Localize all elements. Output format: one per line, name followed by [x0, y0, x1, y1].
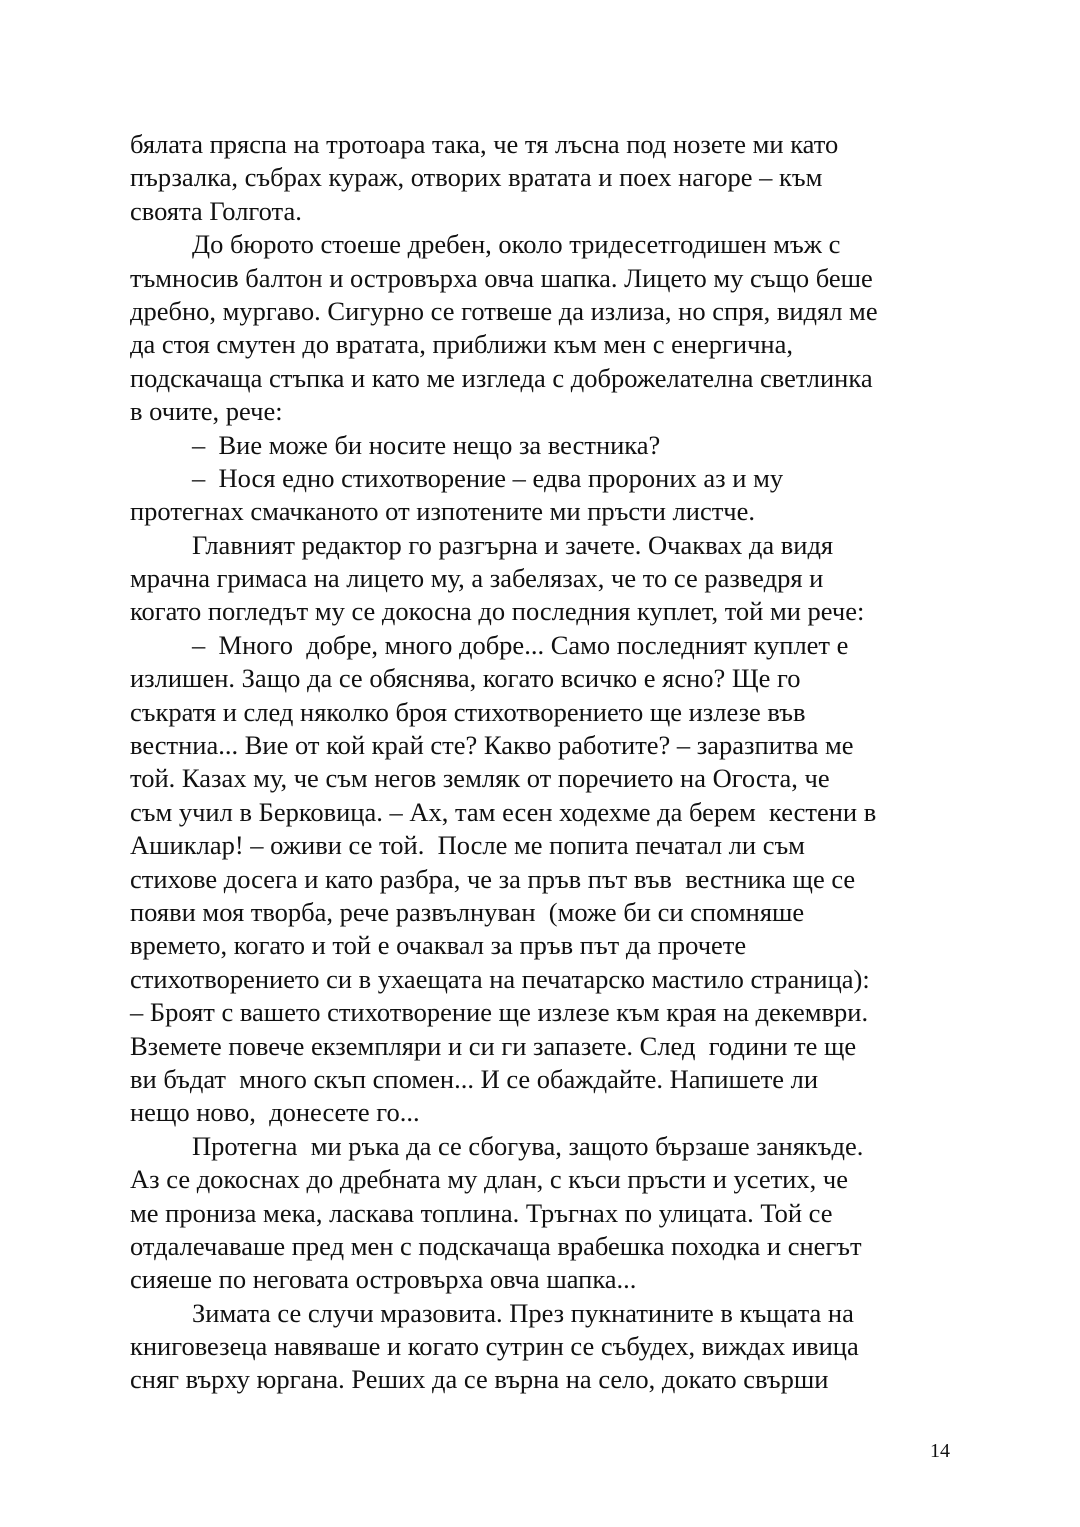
- text-line: Ашиклар! – оживи се той. После ме попита печатал ли съм: [130, 830, 805, 861]
- text-line: излишен. Защо да се обяснява, когато всичко е ясно? Ще го: [130, 663, 801, 694]
- text-line: Зимата се случи мразовита. През пукнатините в къщата на: [192, 1297, 854, 1328]
- text-line: да стоя смутен до вратата, приближи към мен с енергична,: [130, 329, 794, 360]
- text-line: стихове досега и като разбра, че за пръв път във вестника ще се: [130, 863, 856, 894]
- text-line: времето, когато и той е очаквал за пръв път да прочете: [130, 930, 747, 961]
- text-line: стихотворението си в ухаещата на печатарско мастило страница):: [130, 963, 870, 994]
- text-line: книговезеца навяваше и когато сутрин се събудех, виждах ивица: [130, 1331, 859, 1362]
- text-line: – Нося едно стихотворение – едва пророних аз и му: [192, 462, 784, 493]
- text-line: пързалка, събрах кураж, отворих вратата и поех нагоре – към: [130, 162, 823, 193]
- page-body: [130, 128, 960, 1397]
- text-line: отдалечаваше пред мен с подскачаща врабешка походка и снегът: [130, 1230, 862, 1261]
- text-line: Главният редактор го разгърна и зачете. Очаквах да видя: [192, 529, 834, 560]
- text-line: сияеше по неговата островърха овча шапка...: [130, 1264, 637, 1295]
- text-line: мрачна гримаса на лицето му, а забелязах, че то се разведря и: [130, 563, 824, 594]
- text-line: Вземете повече екземпляри и си ги запазете. След години те ще: [130, 1030, 857, 1061]
- text-line: появи моя творба, рече развълнуван (може би си спомняше: [130, 896, 805, 927]
- text-line: Протегна ми ръка да се сбогува, защото бързаше занякъде.: [192, 1130, 864, 1161]
- text-line: тъмносив балтон и островърха овча шапка. Лицето му също беше: [130, 262, 873, 293]
- text-line: вестниа... Вие от кой край сте? Какво работите? – заразпитва ме: [130, 730, 854, 761]
- text-line: подскачаща стъпка и като ме изгледа с доброжелателна светлинка: [130, 362, 873, 393]
- text-line: – Броят с вашето стихотворение ще излезе към края на декември.: [130, 997, 869, 1028]
- text-line: ме прониза мека, ласкава топлина. Тръгнах по улицата. Той се: [130, 1197, 833, 1228]
- text-line: нещо ново, донесете го...: [130, 1097, 420, 1128]
- text-line: дребно, мургаво. Сигурно се готвеше да излиза, но спря, видял ме: [130, 295, 878, 326]
- page-number: 14: [930, 1440, 950, 1462]
- text-line: протегнах смачканото от изпотените ми пръсти листче.: [130, 496, 756, 527]
- text-line: – Много добре, много добре... Само последният куплет е: [192, 629, 849, 660]
- text-line: ви бъдат много скъп спомен... И се обаждайте. Напишете ли: [130, 1063, 819, 1094]
- text-line: в очите, рече:: [130, 396, 283, 427]
- text-line: До бюрото стоеше дребен, около тридесетгодишен мъж с: [192, 229, 841, 260]
- text-line: когато погледът му се докосна до последния куплет, той ми рече:: [130, 596, 865, 627]
- text-line: сняг върху юргана. Реших да се върна на село, докато свърши: [130, 1364, 829, 1395]
- text-line: своята Голгота.: [130, 195, 302, 226]
- text-line: съм учил в Берковица. – Ах, там есен ходехме да берем кестени в: [130, 796, 877, 827]
- text-line: той. Казах му, че съм негов земляк от поречието на Огоста, че: [130, 763, 830, 794]
- text-line: бялата пряспа на тротоара така, че тя лъсна под нозете ми като: [130, 129, 839, 159]
- text-line: – Вие може би носите нещо за вестника?: [192, 429, 661, 460]
- text-line: съкратя и след няколко броя стихотворението ще излезе във: [130, 696, 806, 727]
- text-line: Аз се докоснах до дребната му длан, с къси пръсти и усетих, че: [130, 1164, 848, 1195]
